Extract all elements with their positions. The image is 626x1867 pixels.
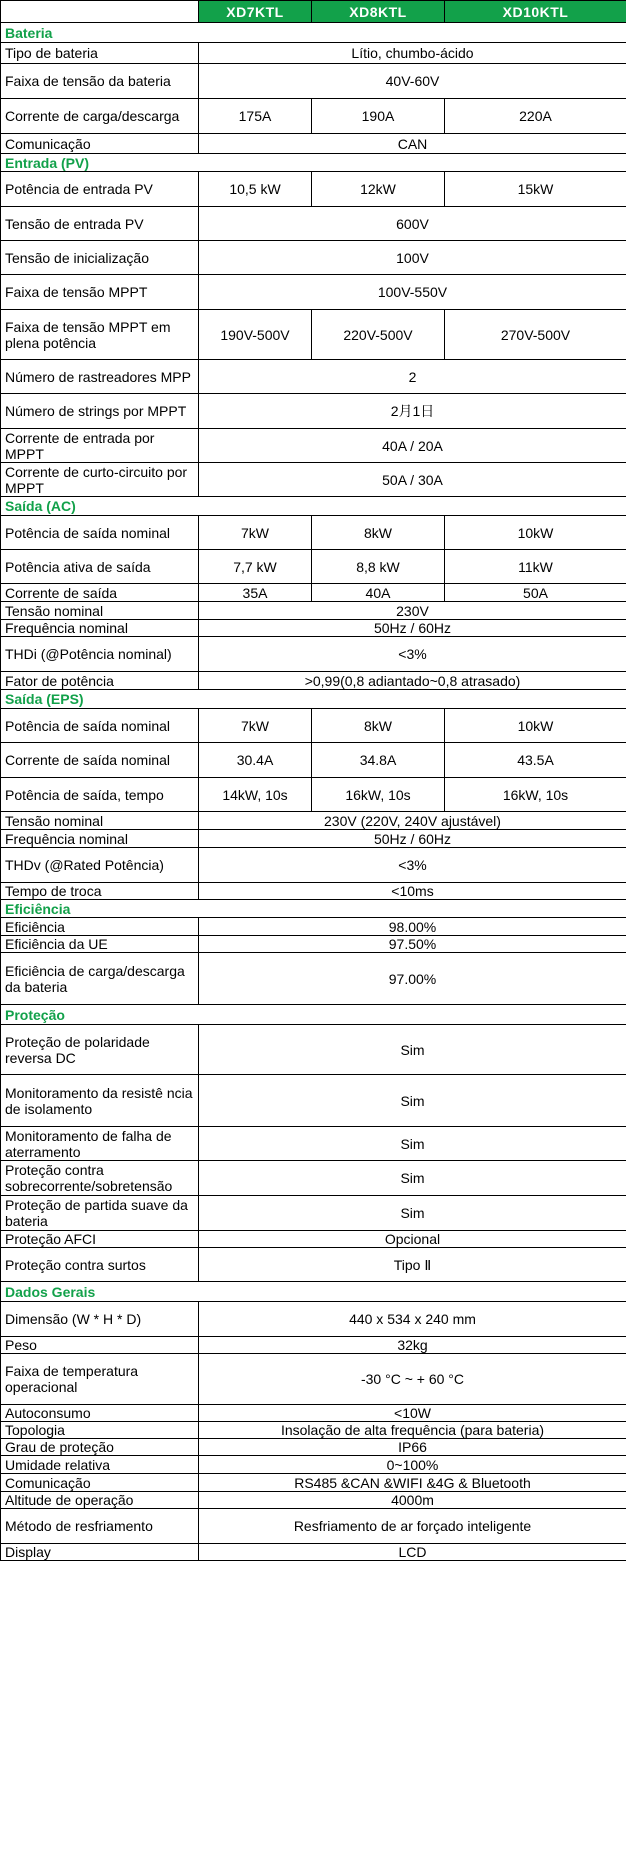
- spec-label: Proteção contra surtos: [1, 1248, 199, 1282]
- spec-row: [1, 1405, 626, 1422]
- spec-label: Tipo de bateria: [1, 43, 199, 64]
- spec-label: THDv (@Rated Potência): [1, 848, 199, 883]
- spec-row: [1, 207, 626, 241]
- spec-label: Frequência nominal: [1, 830, 199, 848]
- spec-value: 11kW: [445, 550, 626, 584]
- spec-value: <10W: [199, 1405, 626, 1422]
- spec-row: [1, 1422, 626, 1439]
- spec-value: 16kW, 10s: [445, 778, 626, 812]
- spec-row: [1, 241, 626, 275]
- section-title: Entrada (PV): [1, 154, 626, 172]
- spec-value: 230V (220V, 240V ajustável): [199, 812, 626, 830]
- model-header-row: [1, 1, 626, 23]
- spec-label: Faixa de tensão da bateria: [1, 64, 199, 99]
- spec-value: 10,5 kW: [199, 172, 312, 207]
- spec-value: 8kW: [312, 709, 445, 743]
- spec-value: >0,99(0,8 adiantado~0,8 atrasado): [199, 672, 626, 690]
- spec-label: Número de rastreadores MPP: [1, 360, 199, 394]
- spec-value: 2月1日: [199, 394, 626, 429]
- spec-row: [1, 275, 626, 310]
- model-header: XD10KTL: [445, 1, 626, 23]
- spec-label: Autoconsumo: [1, 1405, 199, 1422]
- spec-label: Potência de saída, tempo: [1, 778, 199, 812]
- spec-value: 230V: [199, 602, 626, 620]
- spec-label: Corrente de saída nominal: [1, 743, 199, 778]
- spec-row: [1, 394, 626, 429]
- model-header: XD7KTL: [199, 1, 312, 23]
- spec-row: [1, 1127, 626, 1161]
- spec-value: 30.4A: [199, 743, 312, 778]
- spec-row: [1, 812, 626, 830]
- spec-value: 2: [199, 360, 626, 394]
- spec-value: 7kW: [199, 516, 312, 550]
- spec-label: Corrente de curto-circuito por MPPT: [1, 463, 199, 497]
- section-header-row: [1, 690, 626, 709]
- spec-label: Potência de saída nominal: [1, 516, 199, 550]
- spec-value: 15kW: [445, 172, 626, 207]
- spec-value: 8kW: [312, 516, 445, 550]
- spec-label: Peso: [1, 1337, 199, 1354]
- spec-value: CAN: [199, 134, 626, 154]
- spec-value: Sim: [199, 1075, 626, 1127]
- spec-value: 40V-60V: [199, 64, 626, 99]
- spec-value: Tipo Ⅱ: [199, 1248, 626, 1282]
- spec-value: IP66: [199, 1439, 626, 1456]
- spec-row: [1, 550, 626, 584]
- spec-value: 43.5A: [445, 743, 626, 778]
- spec-label: Número de strings por MPPT: [1, 394, 199, 429]
- spec-row: [1, 848, 626, 883]
- section-header-row: [1, 23, 626, 43]
- spec-label: Proteção contra sobrecorrente/sobretensão: [1, 1161, 199, 1196]
- spec-value: Sim: [199, 1196, 626, 1231]
- spec-label: Tensão nominal: [1, 602, 199, 620]
- spec-row: [1, 360, 626, 394]
- spec-row: [1, 1544, 626, 1561]
- spec-label: Corrente de saída: [1, 584, 199, 602]
- spec-row: [1, 743, 626, 778]
- spec-row: [1, 918, 626, 936]
- spec-row: [1, 936, 626, 953]
- spec-row: [1, 516, 626, 550]
- spec-label: Topologia: [1, 1422, 199, 1439]
- spec-row: [1, 1492, 626, 1509]
- spec-label: Faixa de tensão MPPT em plena potência: [1, 310, 199, 360]
- spec-value: 50Hz / 60Hz: [199, 830, 626, 848]
- spec-value: 34.8A: [312, 743, 445, 778]
- spec-label: Comunicação: [1, 1474, 199, 1492]
- spec-value: -30 °C ~ + 60 °C: [199, 1354, 626, 1405]
- spec-value: 97.50%: [199, 936, 626, 953]
- model-header: XD8KTL: [312, 1, 445, 23]
- spec-row: [1, 584, 626, 602]
- spec-value: 35A: [199, 584, 312, 602]
- spec-label: Tempo de troca: [1, 883, 199, 900]
- spec-value: 100V-550V: [199, 275, 626, 310]
- spec-label: Umidade relativa: [1, 1456, 199, 1474]
- spec-row: [1, 1248, 626, 1282]
- spec-value: <3%: [199, 848, 626, 883]
- spec-value: <10ms: [199, 883, 626, 900]
- spec-label: Display: [1, 1544, 199, 1561]
- spec-label: Proteção de polaridade reversa DC: [1, 1025, 199, 1075]
- spec-value: 14kW, 10s: [199, 778, 312, 812]
- spec-row: [1, 1231, 626, 1248]
- spec-value: 97.00%: [199, 953, 626, 1005]
- spec-value: Sim: [199, 1161, 626, 1196]
- spec-label: Método de resfriamento: [1, 1509, 199, 1544]
- spec-value: 10kW: [445, 516, 626, 550]
- spec-value: 0~100%: [199, 1456, 626, 1474]
- spec-value: 270V-500V: [445, 310, 626, 360]
- section-header-row: [1, 497, 626, 516]
- spec-label: Dimensão (W * H * D): [1, 1302, 199, 1337]
- spec-row: [1, 172, 626, 207]
- spec-row: [1, 1337, 626, 1354]
- spec-value: 190A: [312, 99, 445, 134]
- spec-label: Proteção AFCI: [1, 1231, 199, 1248]
- spec-label: Proteção de partida suave da bateria: [1, 1196, 199, 1231]
- spec-value: 32kg: [199, 1337, 626, 1354]
- spec-label: Potência ativa de saída: [1, 550, 199, 584]
- section-title: Dados Gerais: [1, 1282, 626, 1302]
- spec-label: Potência de entrada PV: [1, 172, 199, 207]
- section-title: Saída (AC): [1, 497, 626, 516]
- spec-row: [1, 1025, 626, 1075]
- spec-row: [1, 1075, 626, 1127]
- spec-value: 40A / 20A: [199, 429, 626, 463]
- spec-value: 10kW: [445, 709, 626, 743]
- spec-value: 16kW, 10s: [312, 778, 445, 812]
- spec-row: [1, 429, 626, 463]
- spec-value: 220A: [445, 99, 626, 134]
- spec-label: Monitoramento da resistê ncia de isolamento: [1, 1075, 199, 1127]
- spec-value: Lítio, chumbo-ácido: [199, 43, 626, 64]
- spec-value: 98.00%: [199, 918, 626, 936]
- spec-label: Tensão nominal: [1, 812, 199, 830]
- spec-row: [1, 637, 626, 672]
- spec-label: Eficiência da UE: [1, 936, 199, 953]
- spec-row: [1, 1302, 626, 1337]
- spec-value: 50A / 30A: [199, 463, 626, 497]
- spec-label: Potência de saída nominal: [1, 709, 199, 743]
- spec-value: 8,8 kW: [312, 550, 445, 584]
- spec-row: [1, 64, 626, 99]
- spec-value: 190V-500V: [199, 310, 312, 360]
- spec-value: 50Hz / 60Hz: [199, 620, 626, 637]
- spec-value: LCD: [199, 1544, 626, 1561]
- spec-value: 40A: [312, 584, 445, 602]
- spec-value: 100V: [199, 241, 626, 275]
- spec-row: [1, 310, 626, 360]
- spec-row: [1, 43, 626, 64]
- section-header-row: [1, 900, 626, 918]
- spec-value: <3%: [199, 637, 626, 672]
- spec-value: 7,7 kW: [199, 550, 312, 584]
- spec-value: 600V: [199, 207, 626, 241]
- spec-row: [1, 1439, 626, 1456]
- spec-label: Tensão de entrada PV: [1, 207, 199, 241]
- spec-row: [1, 953, 626, 1005]
- spec-value: Opcional: [199, 1231, 626, 1248]
- spec-row: [1, 1509, 626, 1544]
- section-header-row: [1, 154, 626, 172]
- section-title: Saída (EPS): [1, 690, 626, 709]
- spec-value: Sim: [199, 1025, 626, 1075]
- spec-row: [1, 620, 626, 637]
- spec-value: 175A: [199, 99, 312, 134]
- spec-row: [1, 709, 626, 743]
- section-header-row: [1, 1282, 626, 1302]
- spec-row: [1, 1161, 626, 1196]
- spec-label: Comunicação: [1, 134, 199, 154]
- section-title: Bateria: [1, 23, 626, 43]
- spec-row: [1, 1354, 626, 1405]
- spec-row: [1, 463, 626, 497]
- spec-row: [1, 99, 626, 134]
- spec-value: Sim: [199, 1127, 626, 1161]
- spec-value: Resfriamento de ar forçado inteligente: [199, 1509, 626, 1544]
- spec-label: Grau de proteção: [1, 1439, 199, 1456]
- spec-row: [1, 602, 626, 620]
- section-title: Proteção: [1, 1005, 626, 1025]
- spec-label: Fator de potência: [1, 672, 199, 690]
- spec-value: RS485 &CAN &WIFI &4G & Bluetooth: [199, 1474, 626, 1492]
- spec-label: Corrente de carga/descarga: [1, 99, 199, 134]
- spec-label: Monitoramento de falha de aterramento: [1, 1127, 199, 1161]
- spec-label: Eficiência de carga/descarga da bateria: [1, 953, 199, 1005]
- spec-body: [1, 23, 626, 1561]
- spec-row: [1, 883, 626, 900]
- spec-row: [1, 830, 626, 848]
- spec-label: Faixa de tensão MPPT: [1, 275, 199, 310]
- spec-value: 50A: [445, 584, 626, 602]
- spec-row: [1, 134, 626, 154]
- spec-value: 7kW: [199, 709, 312, 743]
- header-corner: [1, 1, 199, 23]
- spec-label: Faixa de temperatura operacional: [1, 1354, 199, 1405]
- spec-value: 220V-500V: [312, 310, 445, 360]
- spec-row: [1, 1474, 626, 1492]
- spec-label: Tensão de inicialização: [1, 241, 199, 275]
- section-title: Eficiência: [1, 900, 626, 918]
- spec-label: Frequência nominal: [1, 620, 199, 637]
- spec-value: 4000m: [199, 1492, 626, 1509]
- spec-row: [1, 778, 626, 812]
- spec-value: Insolação de alta frequência (para bateria): [199, 1422, 626, 1439]
- spec-label: THDi (@Potência nominal): [1, 637, 199, 672]
- spec-row: [1, 1456, 626, 1474]
- spec-row: [1, 672, 626, 690]
- spec-label: Altitude de operação: [1, 1492, 199, 1509]
- spec-row: [1, 1196, 626, 1231]
- spec-label: Corrente de entrada por MPPT: [1, 429, 199, 463]
- spec-label: Eficiência: [1, 918, 199, 936]
- spec-value: 440 x 534 x 240 mm: [199, 1302, 626, 1337]
- spec-value: 12kW: [312, 172, 445, 207]
- section-header-row: [1, 1005, 626, 1025]
